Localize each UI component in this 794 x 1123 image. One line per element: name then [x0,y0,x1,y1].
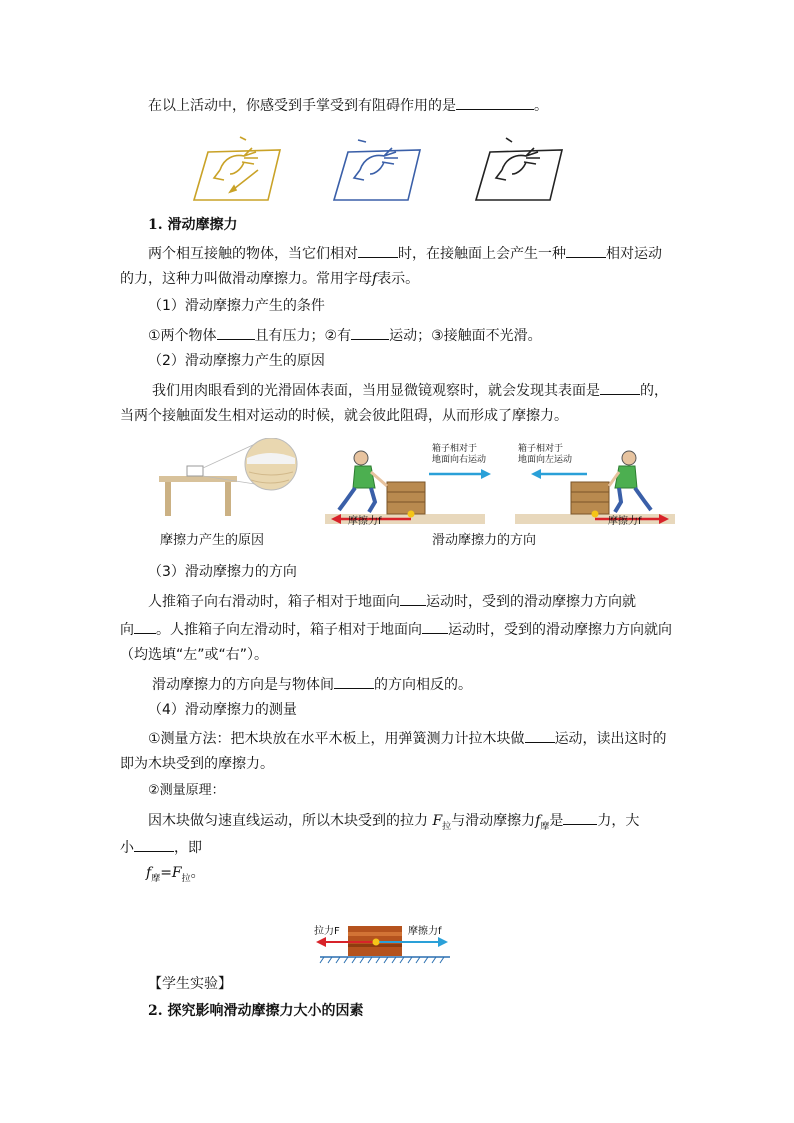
equation-text: 。 [190,865,205,881]
cause-title: （2）滑动摩擦力产生的原因 [148,353,325,369]
box-left-label [518,444,572,466]
blank [134,837,174,852]
measure-text: 是 [549,813,564,829]
cond-line [148,325,542,345]
measure-text: 与滑动摩擦力 [451,813,536,829]
blank [400,591,426,606]
direction-text: 的方向相反的。 [374,677,472,693]
cond-text: 运动；③接触面不光滑。 [389,328,542,344]
cause-text: 的， [640,383,668,399]
cause-line-1 [152,380,668,400]
hand-icon-blue [334,140,420,200]
direction-text: 人推箱子向右滑动时，箱子相对于地面向 [148,594,400,610]
direction-text: 运动时，受到的滑动摩擦力方向就向 [448,622,672,638]
blank [525,728,555,743]
pull-label: 拉力F [314,926,340,937]
measure-text: 力，大 [597,813,640,829]
cond-title: （1）滑动摩擦力产生的条件 [148,298,325,314]
blank [217,325,255,340]
cause-text: 我们用肉眼看到的光滑固体表面，当用显微镜观察时，就会发现其表面是 [152,383,600,399]
direction-line-4 [152,674,472,694]
equation-text: =F [160,865,182,881]
direction-line-2 [120,619,672,639]
hand-icon-black [476,138,562,200]
intro-text: 在以上活动中，你感受到手掌受到有阻碍作用的是 [148,98,456,114]
box-right-label [432,444,486,466]
measure-line-1 [148,728,667,748]
measure-text: ，即 [174,840,202,856]
blank [566,243,606,258]
def-text: 的力，这种力叫做滑动摩擦力。常用字母 [120,271,372,287]
label-line: 地面向右运动 [432,455,487,465]
label-line: 箱子相对于 [518,444,564,454]
subscript: 拉 [442,821,452,832]
friction-label-left: 摩擦力f [348,516,382,527]
definition-line-2 [120,270,419,288]
pushing-box-figure [325,438,675,528]
caption-right: 滑动摩擦力的方向 [432,533,537,548]
symbol-f: f [372,271,378,287]
hand-icon-gold [194,137,280,200]
section-title: 1. 滑动摩擦力 [148,217,238,233]
symbol-f: f [535,813,541,829]
symbol-f: f [146,865,152,881]
friction-label: 摩擦力f [408,926,442,937]
experiment-title: 2. 探究影响滑动摩擦力大小的因素 [148,1003,364,1019]
blank [600,380,640,395]
blank [456,95,534,110]
measure-line-3: ②测量原理： [148,783,225,798]
direction-text: 向 [120,622,134,638]
cond-text: 且有压力；②有 [254,328,352,344]
hand-figures [190,128,570,204]
blank [351,325,389,340]
blank [358,243,398,258]
friction-label-right: 摩擦力f [608,516,642,527]
experiment-label: 【学生实验】 [148,976,232,992]
cause-line-2: 当两个接触面发生相对运动的时候，就会彼此阻碍，从而形成了摩擦力。 [120,408,568,424]
direction-line-3: （均选填“左”或“右”）。 [120,647,269,663]
subscript: 摩 [151,873,161,884]
def-text: 相对运动 [606,246,662,262]
measure-text: ①测量方法：把木块放在水平木板上，用弹簧测力计拉木块做 [148,731,525,747]
caption-left: 摩擦力产生的原因 [160,533,265,548]
measure-text: 因木块做匀速直线运动，所以木块受到的拉力 [148,813,428,829]
blank [134,619,156,634]
definition-line-1 [148,243,662,263]
blank [422,619,448,634]
label-line: 箱子相对于 [432,444,478,454]
equation [146,864,205,888]
measure-text: 小 [120,840,134,856]
direction-text: 。人推箱子向左滑动时，箱子相对于地面向 [156,622,422,638]
measure-line-5 [120,837,202,857]
cond-text: ①两个物体 [148,328,217,344]
measure-text: 运动，读出这时的 [554,731,667,747]
blank [334,674,374,689]
measure-line-4 [148,810,639,836]
intro-end: 。 [534,98,548,114]
subscript: 摩 [540,821,550,832]
def-text: 两个相互接触的物体，当它们相对 [148,246,358,262]
measure-line-2: 即为木块受到的摩擦力。 [120,756,274,772]
direction-title: （3）滑动摩擦力的方向 [148,564,297,580]
blank [563,810,597,825]
direction-text: 滑动摩擦力的方向是与物体间 [152,677,334,693]
measure-title: （4）滑动摩擦力的测量 [148,702,297,718]
def-text: 时，在接触面上会产生一种 [398,246,566,262]
def-text: 表示。 [377,271,420,287]
microscope-figure [155,438,305,520]
direction-text: 运动时，受到的滑动摩擦力方向就 [426,594,636,610]
symbol-F: F [432,813,443,829]
subscript: 拉 [181,873,191,884]
label-line: 地面向左运动 [518,455,573,465]
intro-line [148,95,548,115]
direction-line-1 [148,591,636,611]
